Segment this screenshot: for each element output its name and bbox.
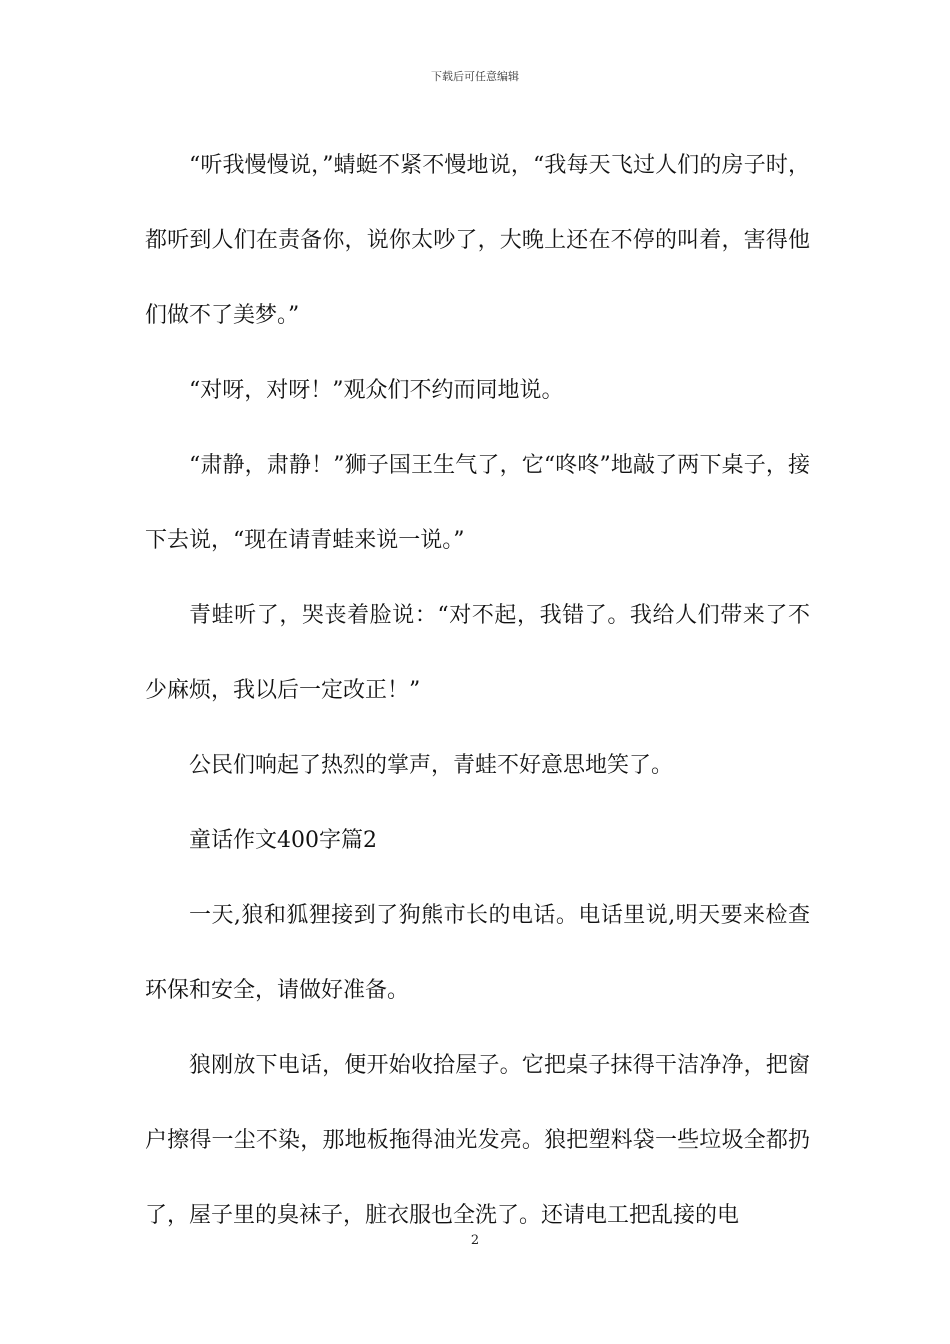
paragraph: “听我慢慢说，”蜻蜓不紧不慢地说，“我每天飞过人们的房子时，都听到人们在责备你，说你太吵了，大晚上还在不停的叫着，害得他们做不了美梦。” [145,153,810,328]
document-body [145,128,810,1253]
paragraph: “肃静，肃静！”狮子国王生气了，它“咚咚”地敲了两下桌子，接下去说，“现在请青蛙来说一说。” [145,453,810,553]
page-header: 下载后可任意编辑 [431,70,519,83]
paragraph: 公民们响起了热烈的掌声，青蛙不好意思地笑了。 [189,753,674,778]
paragraph: 狼刚放下电话，便开始收拾屋子。它把桌子抹得干洁净净，把窗户擦得一尘不染，那地板拖得油光发亮。狼把塑料袋一些垃圾全都扔了，屋子里的臭袜子，脏衣服也全洗了。还请电工把乱接的电 [145,1053,810,1228]
section-heading: 童话作文400字篇2 [189,828,377,853]
page-number: 2 [470,1233,480,1248]
paragraph: 青蛙听了，哭丧着脸说：“对不起，我错了。我给人们带来了不少麻烦，我以后一定改正！” [145,603,810,703]
paragraph: 一天,狼和狐狸接到了狗熊市长的电话。电话里说,明天要来检查环保和安全，请做好准备。 [145,903,810,1003]
paragraph: “对呀，对呀！”观众们不约而同地说。 [189,378,564,403]
